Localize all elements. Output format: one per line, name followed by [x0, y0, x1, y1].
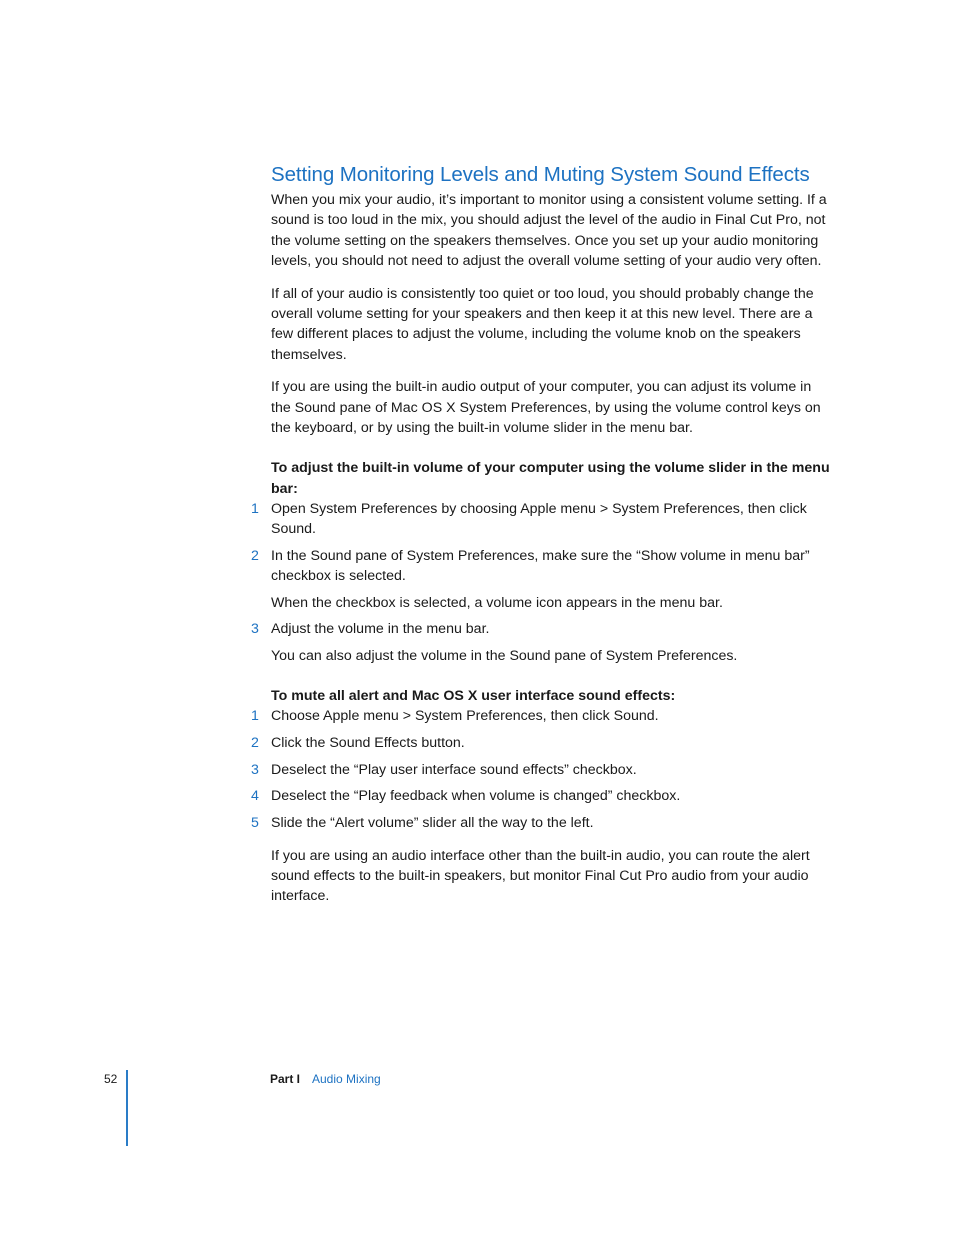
step-text: Click the Sound Effects button.: [271, 735, 465, 752]
intro-paragraph: When you mix your audio, it’s important to monitor using a consistent volume setting. If a sound is too loud in the mix, you should adjust the level of the audio in Final Cut Pro, not the volume setting on the speakers themselves. Once you set up your audio monitoring levels, you should not need to adjust the overall volume setting of your audio very often.: [271, 192, 827, 269]
step-number: 1: [251, 500, 259, 517]
footer-divider: [126, 1070, 128, 1146]
task1-step-2: [251, 546, 831, 587]
task2-step-1: [251, 706, 831, 726]
task1-step-1: [251, 499, 831, 540]
step-number: 4: [251, 788, 259, 805]
step-text: Adjust the volume in the menu bar.: [271, 621, 490, 638]
page-number: 52: [104, 1072, 118, 1086]
step-number: 5: [251, 814, 259, 831]
volume-paragraph: If all of your audio is consistently too quiet or too loud, you should probably change the overall volume setting for your speakers and then keep it at this new level. There are a few different places to adjust the volume, including the volume knob on the speakers themselves.: [271, 285, 814, 363]
task1-note-2: When the checkbox is selected, a volume icon appears in the menu bar.: [271, 594, 723, 611]
builtin-paragraph: If you are using the built-in audio output of your computer, you can adjust its volume in the Sound pane of Mac OS X System Preferences, by using the volume control keys on the keyboard, or by using the built-in volume slider in the menu bar.: [271, 379, 821, 436]
step-number: 3: [251, 621, 259, 638]
closing-paragraph: If you are using an audio interface other than the built-in audio, you can route the alert sound effects to the built-in speakers, but monitor Final Cut Pro audio from your audio interface.: [271, 847, 810, 905]
task2-lead: To mute all alert and Mac OS X user interface sound effects:: [271, 688, 676, 705]
task2-step-4: [251, 786, 831, 806]
step-number: 2: [251, 547, 259, 564]
task1-note-3: You can also adjust the volume in the Sound pane of System Preferences.: [271, 647, 738, 664]
section-heading: Setting Monitoring Levels and Muting System Sound Effects: [271, 163, 810, 186]
task2-step-2: [251, 733, 831, 753]
step-number: 1: [251, 708, 259, 725]
task1-step-3: [251, 619, 831, 639]
step-text: Deselect the “Play user interface sound effects” checkbox.: [271, 761, 637, 778]
task2-step-3: [251, 760, 831, 780]
footer-part-label: Part I: [270, 1072, 301, 1086]
step-text: Choose Apple menu > System Preferences, then click Sound.: [271, 708, 659, 725]
step-text: Open System Preferences by choosing Apple menu > System Preferences, then click Sound.: [271, 500, 807, 538]
page-content: [251, 160, 831, 919]
task2-step-5: [251, 813, 831, 833]
step-text: Deselect the “Play feedback when volume is changed” checkbox.: [271, 788, 681, 805]
footer-section-link[interactable]: Audio Mixing: [312, 1072, 381, 1086]
step-text: Slide the “Alert volume” slider all the way to the left.: [271, 814, 594, 831]
step-text: In the Sound pane of System Preferences, make sure the “Show volume in menu bar” checkbox is selected.: [271, 547, 810, 585]
step-number: 3: [251, 761, 259, 778]
task1-lead: To adjust the built-in volume of your computer using the volume slider in the menu bar:: [271, 460, 830, 497]
step-number: 2: [251, 735, 259, 752]
